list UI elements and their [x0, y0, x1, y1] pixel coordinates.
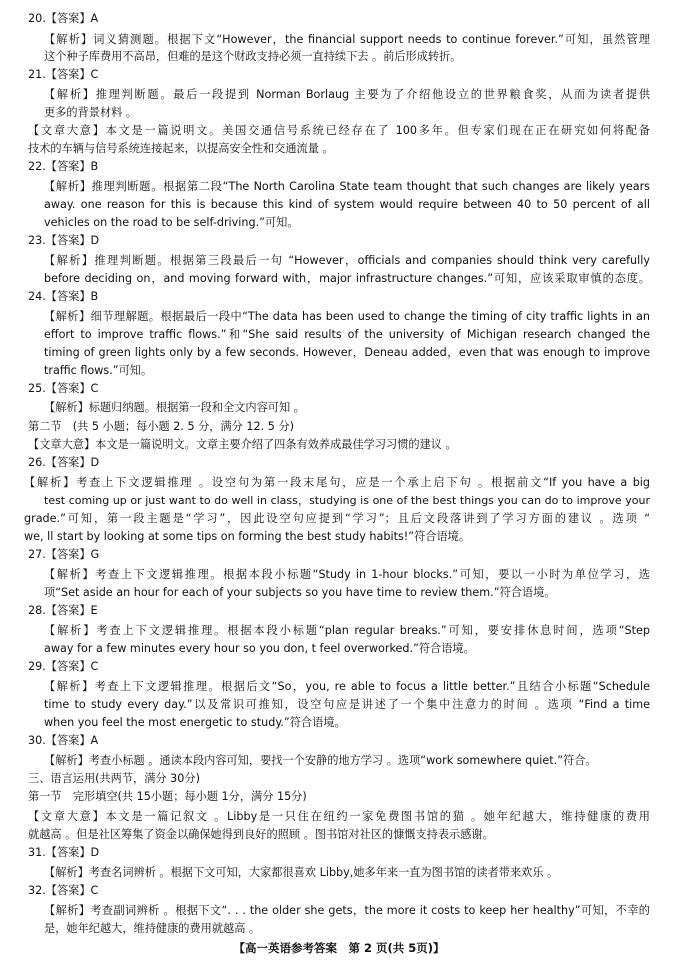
text-line: 更多的背景材料 。	[44, 106, 138, 119]
text-line: 25.【答案】C	[28, 382, 99, 395]
text-line: 31.【答案】D	[28, 846, 100, 859]
text-line: 【解析】考查上下文逻辑推理。根据本段小标题“Study in 1-hour blocks.”可知，要以一小时为单位学习，选	[44, 568, 650, 581]
text-line: when you feel the most energetic to study.”符合语境。	[44, 716, 346, 729]
text-line: 第二节 (共 5 小题；每小题 2. 5 分，满分 12. 5 分)	[28, 420, 294, 433]
text-line: 【解析】推理判断题。根据第三段最后一句 “However，officials and companies should think very carefully	[44, 254, 650, 267]
text-line: 【解析】推理判断题。根据第二段“The North Carolina State team thought that such changes are likely years	[44, 180, 650, 193]
text-line: 28.【答案】E	[28, 604, 98, 617]
text-line: vehicles on the road to be self-driving.”可知。	[44, 216, 299, 229]
text-line: 【文章大意】本文是一篇说明文。文章主要介绍了四条有效养成最佳学习习惯的建议 。	[28, 438, 457, 451]
text-line: 22.【答案】B	[28, 160, 99, 173]
text-line: 【解析】考查副词辨析 。根据下文“. . . the older she gets，the more it costs to keep her healthy”可知，不幸的	[44, 904, 650, 917]
text-line: 三、语言运用(共两节，满分 30分)	[28, 772, 200, 785]
text-line: 21.【答案】C	[28, 68, 99, 81]
text-line: we, ll start by looking at some tips on forming the best study habits!”符合语境。	[24, 530, 471, 543]
text-line: 27.【答案】G	[28, 548, 100, 561]
text-line: 【解析】细节理解题。根据最后一段中“The data has been used to change the timing of city traffic lights in an	[44, 310, 650, 323]
text-line: 【文章大意】本文是一篇说明文。美国交通信号系统已经存在了 100多年。但专家们现在正在研究如何将配备	[28, 124, 650, 137]
text-line: 24.【答案】B	[28, 290, 99, 303]
text-line: timing of green lights only by a few seconds. However，Deneau added，even that was enough to improve	[44, 346, 650, 359]
text-line: 【解析】考查上下文逻辑推理。根据后文“So，you, re able to focus a little better.”且结合小标题“Schedule	[44, 680, 650, 693]
text-line: 20.【答案】A	[28, 12, 99, 25]
text-line: 【解析】考查名词辨析 。根据下文可知，大家都很喜欢 Libby,她多年来一直为图书馆的读者带来欢乐 。	[44, 866, 559, 879]
text-line: 这个种子库费用不高昂，但难的是这个财政支持必须一直持续下去 。前后形成转折。	[44, 50, 462, 63]
text-line: traffic flows.”可知。	[44, 364, 153, 377]
text-line: 第一节 完形填空(共 15小题；每小题 1分，满分 15分)	[28, 790, 307, 803]
text-line: 就越高 。但是社区筹集了资金以确保她得到良好的照顾 。图书馆对社区的慷慨支持表示感谢。	[28, 828, 494, 841]
text-line: test coming up or just want to do well in class，studying is one of the best things you can do to improve your	[44, 494, 650, 507]
text-line: 【解析】标题归纳题。根据第一段和全文内容可知 。	[44, 401, 305, 414]
text-line: 【解析】推理判断题。最后一段提到 Norman Borlaug 主要为了介绍他设立的世界粮食奖，从而为读者提供	[44, 88, 650, 101]
text-line: grade.”可知，第一段主题是“学习”，因此设空句应提到“学习”；且后文段落讲到了学习方面的建议 。选项 “	[24, 512, 650, 525]
text-line: 项“Set aside an hour for each of your subjects so you have time to review them.”符合语境。	[44, 586, 556, 599]
text-line: 30.【答案】A	[28, 734, 99, 747]
text-line: effort to improve traffic flows.”和“She said results of the university of Michigan research changed the	[44, 328, 650, 341]
text-line: 【解析】词义猜测题。根据下文“However，the financial support needs to continue forever.”可知，虽然管理	[44, 33, 650, 46]
text-line: 【解析】考查上下文逻辑推理。根据本段小标题“plan regular breaks.”可知，要安排休息时间，选项“Step	[44, 624, 650, 637]
text-line: 是，她年纪越大，维持健康的费用就越高 。	[44, 922, 261, 935]
text-line: away. one reason for this is because this kind of system would require between 40 to 50 percent of all	[44, 198, 650, 211]
text-line: 29.【答案】C	[28, 660, 99, 673]
text-line: away for a few minutes every hour so you don, t feel overworked.”符合语境。	[44, 642, 475, 655]
text-line: 【解析】考查小标题 。通读本段内容可知，要找一个安静的地方学习 。选项“work somewhere quiet.”符合。	[44, 754, 597, 767]
text-line: 技术的车辆与信号系统连接起来，以提高安全性和交通流量 。	[28, 142, 334, 155]
text-line: 23.【答案】D	[28, 234, 100, 247]
text-line: 【解析】考查上下文逻辑推理 。设空句为第一段末尾句，应是一个承上启下句 。根据前文“If you have a big	[24, 476, 650, 489]
text-line: time to study every day.”以及常识可推知，设空句应是讲述了一个集中注意力的时间 。选项 “Find a time	[44, 698, 650, 711]
text-line: before deciding on，and moving forward with，major infrastructure changes.”可知，应该采取审慎的态度。	[44, 272, 650, 285]
text-line: 26.【答案】D	[28, 456, 100, 469]
page-footer: 【高一英语参考答案 第 2 页(共 5页)】	[233, 941, 445, 955]
text-line: 【文章大意】本文是一篇记叙文 。Libby是一只住在纽约一家免费图书馆的猫 。她年纪越大，维持健康的费用	[28, 810, 650, 823]
text-line: 32.【答案】C	[28, 884, 99, 897]
